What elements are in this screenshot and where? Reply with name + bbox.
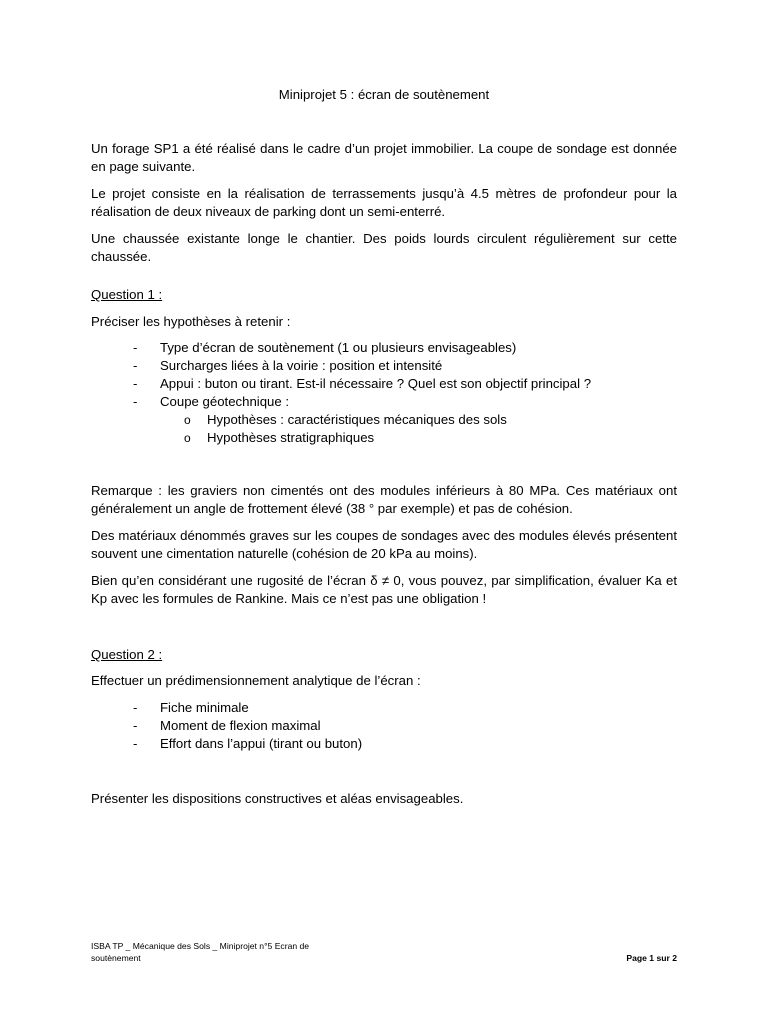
closing-paragraph: Présenter les dispositions constructives et aléas envisageables. [91, 791, 464, 806]
list-item [91, 357, 677, 375]
document-page [91, 0, 677, 1024]
list-item-text: Moment de flexion maximal [160, 718, 321, 733]
sub-list-item [91, 429, 677, 447]
dash-bullet: - [133, 700, 138, 715]
intro-paragraph-3: Une chaussée existante longe le chantier. Des poids lourds circulent régulièrement sur cette chaussée. [91, 231, 677, 264]
dash-bullet: - [133, 718, 138, 733]
list-item [91, 375, 677, 393]
list-item-text: Effort dans l’appui (tirant ou buton) [160, 736, 363, 751]
dash-bullet: - [133, 736, 138, 751]
page-title: Miniprojet 5 : écran de soutènement [278, 87, 490, 102]
question-1-list [91, 339, 677, 411]
question-2-heading: Question 2 : [91, 647, 163, 662]
remark-paragraph-1: Remarque : les graviers non cimentés ont des modules inférieurs à 80 MPa. Ces matériaux ont généralement un angle de frottement élevé (38 ° par exemple) et pas de cohésion. [91, 483, 677, 516]
list-item-text: Type d’écran de soutènement (1 ou plusieurs envisageables) [160, 340, 517, 355]
dash-bullet: - [133, 376, 138, 391]
remark-paragraph-3: Bien qu’en considérant une rugosité de l’écran δ ≠ 0, vous pouvez, par simplification, évaluer Ka et Kp avec les formules de Rankine. Mais ce n’est pas une obligation ! [91, 573, 677, 606]
list-item-text: Appui : buton ou tirant. Est-il nécessaire ? Quel est son objectif principal ? [160, 376, 592, 391]
list-item [91, 339, 677, 357]
circle-bullet: o [184, 413, 191, 427]
dash-bullet: - [133, 394, 138, 409]
question-1-sublist [91, 411, 677, 447]
dash-bullet: - [133, 340, 138, 355]
question-1-heading: Question 1 : [91, 287, 163, 302]
intro-paragraph-2: Le projet consiste en la réalisation de terrassements jusqu’à 4.5 mètres de profondeur pour la réalisation de deux niveaux de parking dont un semi-enterré. [91, 186, 677, 219]
list-item [91, 735, 677, 753]
sub-list-item-text: Hypothèses : caractéristiques mécaniques des sols [207, 412, 507, 427]
question-1-lead: Préciser les hypothèses à retenir : [91, 314, 291, 329]
question-2-lead: Effectuer un prédimensionnement analytique de l’écran : [91, 673, 421, 688]
list-item [91, 699, 677, 717]
question-2-list [91, 699, 677, 753]
list-item-text: Fiche minimale [160, 700, 249, 715]
list-item [91, 717, 677, 735]
sub-list-item-text: Hypothèses stratigraphiques [207, 430, 375, 445]
remark-paragraph-2: Des matériaux dénommés graves sur les coupes de sondages avec des modules élevés présentent souvent une cimentation naturelle (cohésion de 20 kPa au moins). [91, 528, 677, 561]
list-item-text: Surcharges liées à la voirie : position et intensité [160, 358, 443, 373]
footer-page-number: Page 1 sur 2 [626, 953, 677, 963]
sub-list-item [91, 411, 677, 429]
list-item [91, 393, 677, 411]
dash-bullet: - [133, 358, 138, 373]
footer-course-info: ISBA TP _ Mécanique des Sols _ Miniprojet n°5 Ecran de soutènement [91, 941, 310, 963]
intro-paragraph-1: Un forage SP1 a été réalisé dans le cadre d’un projet immobilier. La coupe de sondage est donnée en page suivante. [91, 141, 677, 174]
list-item-text: Coupe géotechnique : [160, 394, 290, 409]
circle-bullet: o [184, 431, 191, 445]
